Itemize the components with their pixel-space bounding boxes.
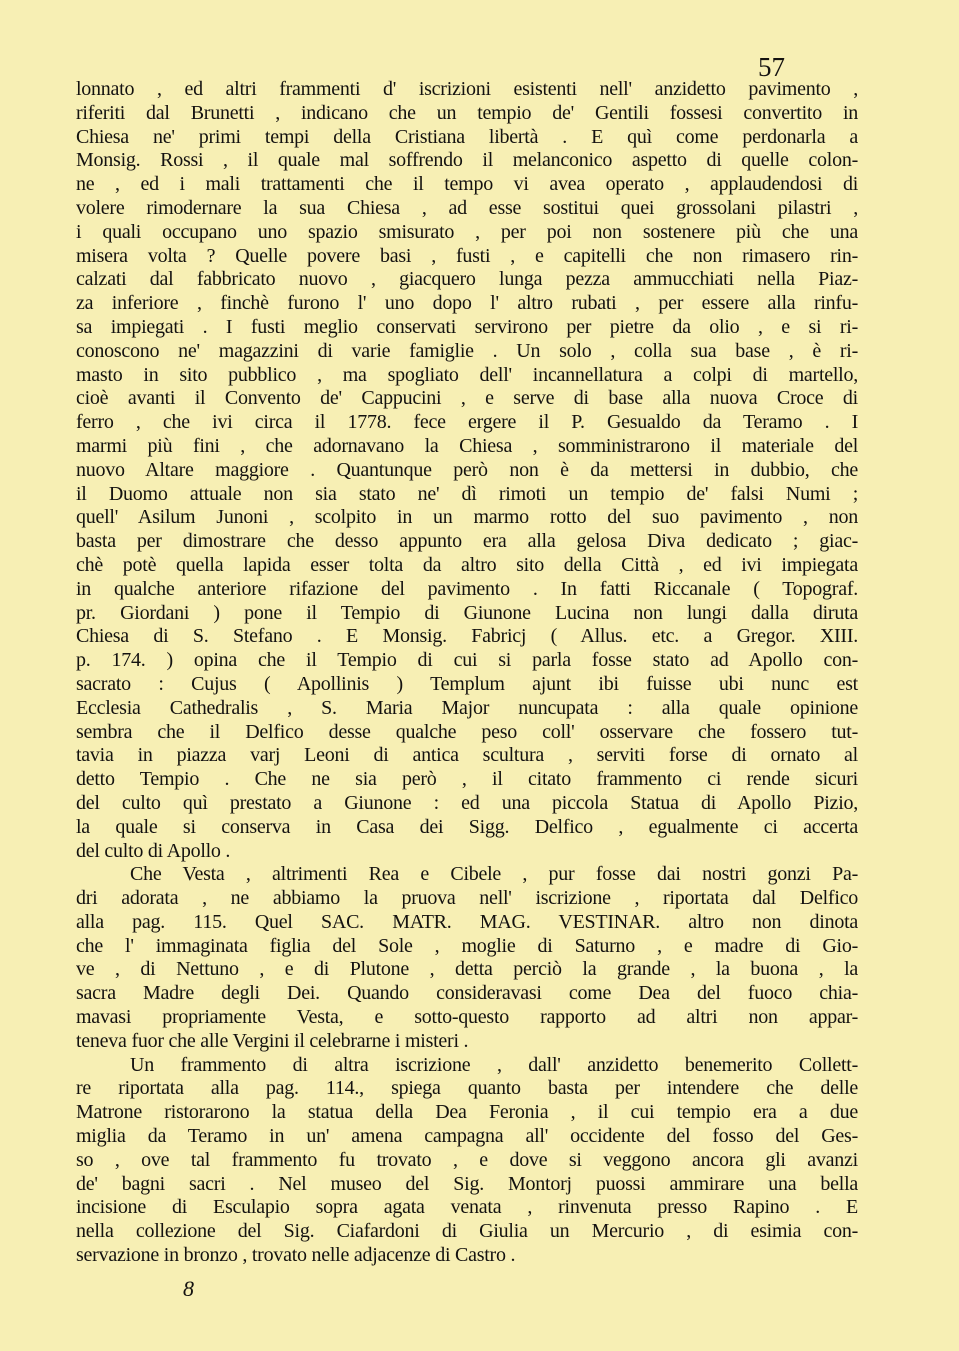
text-line: de' bagni sacri . Nel museo del Sig. Montorj puossi ammirare una bella: [76, 1172, 858, 1195]
text-line: masto in sito pubblico , ma spogliato dell' incannellatura a colpi di martello,: [76, 363, 858, 386]
text-line: pr. Giordani ) pone il Tempio di Giunone Lucina non lungi dalla diruta: [76, 601, 858, 624]
text-line: ne , ed i mali trattamenti che il tempo vi avea operato , applaudendosi di: [76, 173, 858, 196]
text-line: so , ove tal frammento fu trovato , e dove si veggono ancora gli avanzi: [76, 1148, 858, 1171]
text-line: Chiesa ne' primi tempi della Cristiana libertà . E quì come perdonarla a: [76, 125, 858, 148]
text-line: Monsig. Rossi , il quale mal soffrendo il melanconico aspetto di quelle colon-: [76, 149, 858, 172]
text-line: misera volta ? Quelle povere basi , fusti , e capitelli che non rimasero rin-: [76, 244, 858, 267]
text-line: che l' immaginata figlia del Sole , moglie di Saturno , e madre di Gio-: [76, 934, 858, 957]
text-line: riferiti dal Brunetti , indicano che un tempio de' Gentili fossesi convertito in: [76, 101, 858, 124]
text-line: quell' Asilum Junoni , scolpito in un marmo rotto del suo pavimento , non: [76, 506, 858, 529]
text-line: del culto quì prestato a Giunone : ed una piccola Statua di Apollo Pizio,: [76, 791, 858, 814]
text-line: ve , di Nettuno , e di Plutone , detta perciò la grande , la buona , la: [76, 958, 858, 981]
text-line: miglia da Teramo in un' amena campagna all' occidente del fosso del Ges-: [76, 1125, 858, 1148]
text-line: il Duomo attuale non sia stato ne' dì rimoti un tempio de' falsi Numi ;: [76, 482, 858, 505]
text-line: alla pag. 115. Quel SAC. MATR. MAG. VESTINAR. altro non dinota: [76, 910, 858, 933]
text-line: cioè avanti il Convento de' Cappucini , e serve di base alla nuova Croce di: [76, 387, 858, 410]
text-line: Che Vesta , altrimenti Rea e Cibele , pur fosse dai nostri gonzi Pa-: [130, 863, 858, 886]
text-line: Ecclesia Cathedralis , S. Maria Major nuncupata : alla quale opinione: [76, 696, 858, 719]
text-line: sacrato : Cujus ( Apollinis ) Templum ajunt ibi fuisse ubi nunc est: [76, 672, 858, 695]
page-number: 57: [758, 52, 785, 82]
text-line: basta per dimostrare che desso appunto era alla gelosa Diva dedicato ; giac-: [76, 530, 858, 553]
text-line: del culto di Apollo .: [76, 839, 231, 862]
text-line: tavia in piazza varj Leoni di antica scultura , serviti forse di ornato al: [76, 744, 858, 767]
text-line: Un frammento di altra iscrizione , dall' anzidetto benemerito Collett-: [130, 1053, 858, 1076]
text-line: za inferiore , finchè furono l' uno dopo l' altro rubati , per essere alla rinfu-: [76, 292, 858, 315]
text-line: nuovo Altare maggiore . Quantunque però non è da mettersi in dubbio, che: [76, 458, 858, 481]
text-line: sacra Madre degli Dei. Quando consideravasi come Dea del fuoco chia-: [76, 982, 858, 1005]
text-line: sembra che il Delfico desse qualche peso coll' osservare che fossero tut-: [76, 720, 858, 743]
text-line: conoscono ne' magazzini di varie famiglie . Un solo , colla sua base , è ri-: [76, 339, 858, 362]
text-line: marmi più fini , che adornavano la Chiesa , somministrarono il materiale del: [76, 434, 858, 457]
text-line: teneva fuor che alle Vergini il celebrarne i misteri .: [76, 1029, 469, 1052]
text-line: ferro , che ivi circa il 1778. fece ergere il P. Gesualdo da Teramo . I: [76, 411, 858, 434]
text-line: calzati dal fabbricato nuovo , giacquero lunga pezza ammucchiati nella Piaz-: [76, 268, 858, 291]
text-line: volere rimodernare la sua Chiesa , ad esse sostitui quei grossolani pilastri ,: [76, 196, 858, 219]
text-line: nella collezione del Sig. Ciafardoni di Giulia un Mercurio , di esimia con-: [76, 1220, 858, 1243]
text-line: lonnato , ed altri frammenti d' iscrizioni esistenti nell' anzidetto pavimento ,: [76, 78, 858, 100]
body-text: [76, 78, 858, 1268]
text-line: incisione di Esculapio sopra agata venata , rinvenuta presso Rapino . E: [76, 1196, 858, 1219]
text-line: re riportata alla pag. 114., spiega quanto basta per intendere che delle: [76, 1077, 858, 1100]
signature-mark: 8: [183, 1276, 194, 1301]
text-line: p. 174. ) opina che il Tempio di cui si parla fosse stato ad Apollo con-: [76, 649, 858, 672]
text-line: Chiesa di S. Stefano . E Monsig. Fabricj ( Allus. etc. a Gregor. XIII.: [76, 625, 858, 648]
text-line: sa impiegati . I fusti meglio conservati servirono per pietre da olio , e si ri-: [76, 315, 858, 338]
text-line: servazione in bronzo , trovato nelle adjacenze di Castro .: [76, 1244, 516, 1267]
text-line: mavasi propriamente Vesta, e sotto-questo rapporto ad altri non appar-: [76, 1006, 858, 1029]
text-line: in qualche anteriore rifazione del pavimento . In fatti Riccanale ( Topograf.: [76, 577, 858, 600]
text-line: chè potè quella lapida esser tolta da altro sito della Città , ed ivi impiegata: [76, 553, 858, 576]
text-line: detto Tempio . Che ne sia però , il citato frammento ci rende sicuri: [76, 768, 858, 791]
text-line: Matrone ristorarono la statua della Dea Feronia , il cui tempio era a due: [76, 1101, 858, 1124]
text-line: i quali occupano uno spazio smisurato , per poi non sostenere più che una: [76, 220, 858, 243]
text-line: dri adorata , ne abbiamo la pruova nell' iscrizione , riportata dal Delfico: [76, 887, 858, 910]
text-line: la quale si conserva in Casa dei Sigg. Delfico , egualmente ci accerta: [76, 815, 858, 838]
